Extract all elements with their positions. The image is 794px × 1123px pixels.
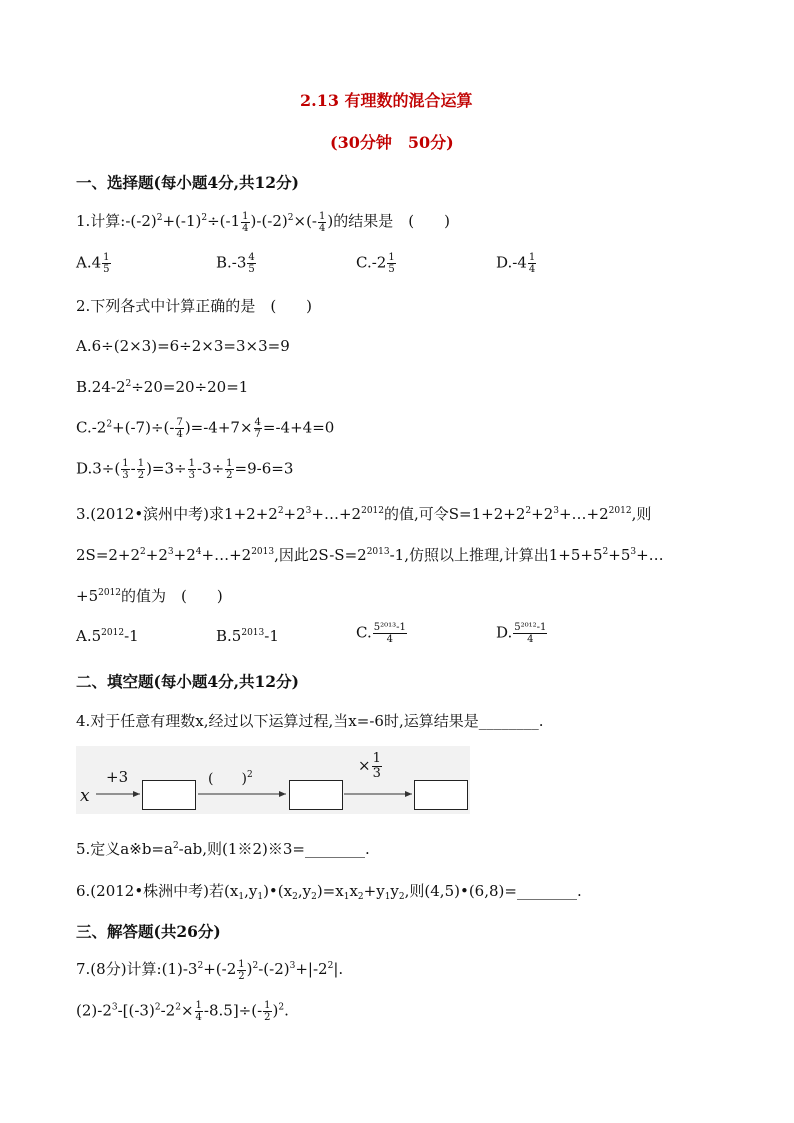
q2-option-b: $B.24-2^2\div 20=20\div 20=1$ [76,378,249,396]
section-heading-fill: 二、填空题(每小题4分,共12分) [76,672,299,691]
question-1: 1.计算$:-(-2)^2+(-1)^2\div(-1$ $\frac{1}{4}$ )$-(-2)^2\times(-$ $\frac{1}{4}$ )的结果是 ( ) [76,210,450,234]
q3-option-a: $A.5^{2012}-1$ [76,627,139,645]
flow-box-1 [142,780,196,810]
q2-option-d: D.3÷( $\frac{1}{3}$ - $\frac{1}{2}$ )=3÷ $\frac{1}{3}$ -3÷ $\frac{1}{2}$ =9-6=3 [76,458,294,481]
op-times-third: × $\frac{1}{3}$ [358,751,381,781]
q1-option-d: D.-4 $\frac{1}{4}$ [496,252,536,275]
q2-option-a: A.6÷(2×3)=6÷2×3=3×3=9 [76,337,290,355]
flow-arrows [76,746,470,814]
q3-option-c: C. $\frac{\text{5²⁰¹³-1}}{4}$ [356,622,406,645]
question-5: 5.定义$a※b=a^2-ab$,则(1※2)※3=________. [76,840,370,858]
page-subtitle: (30分钟 50分) [330,133,454,152]
q2-option-c: $C.-2^2+(-7)\div(-$ $\frac{7}{4}$ )=-4+7× $\frac{4}{7}$ =-4+4=0 [76,417,335,440]
q3-option-b: $B.5^{2013}-1$ [216,627,279,645]
q3-option-d: D. $\frac{\text{5²⁰¹²-1}}{4}$ [496,622,547,645]
flow-input-x: x [80,786,90,806]
q1-option-a: A.4 $\frac{1}{5}$ [76,252,110,275]
question-7-part-1: 7.(8分)计算$:(1)-3^2+(-2$ $\frac{1}{2}$ )$^2-(-2)^3+|-2^2|$. [76,958,344,982]
q1-option-b: B.-3 $\frac{4}{5}$ [216,252,255,275]
question-3-line-2: $2S=2+2^2+2^3+2^4+\dots+2^{2013}$,因此$2S-S=2^{2013}-1$,仿照以上推理,计算出$1+5+5^2+5^3+\dots$ [76,546,664,564]
question-3-line-3: $+5^{2012}$的值为 ( ) [76,587,223,605]
question-2: 2.下列各式中计算正确的是 ( ) [76,297,313,315]
question-4: 4.对于任意有理数x,经过以下运算过程,当x=-6时,运算结果是________. [76,712,544,730]
section-heading-solve: 三、解答题(共26分) [76,922,221,941]
operation-flow-diagram [76,746,470,814]
page-title: 2.13 有理数的混合运算 [300,91,473,110]
op-square: ( )$^2$ [208,770,253,787]
q1-option-c: C.-2 $\frac{1}{5}$ [356,252,395,275]
section-heading-choice: 一、选择题(每小题4分,共12分) [76,173,299,192]
question-3-line-1: 3.(2012•滨州中考)求$1+2+2^2+2^3+\dots+2^{2012}$的值,可令$S=1+2+2^2+2^3+\dots+2^{2012}$,则 [76,505,652,523]
op-plus-3: +3 [106,768,129,786]
flow-box-2 [289,780,343,810]
question-6: 6.(2012•株洲中考)若$(x_1,y_1)•(x_2,y_2)=x_1x_2+y_1y_2$,则(4,5)•(6,8)=________. [76,882,582,902]
flow-box-3 [414,780,468,810]
question-7-part-2: $(2)-2^3-[(-3)^2-2^2\times$ $\frac{1}{4}$ -8.5]÷(- $\frac{1}{2}$ )$^2$. [76,1000,289,1023]
